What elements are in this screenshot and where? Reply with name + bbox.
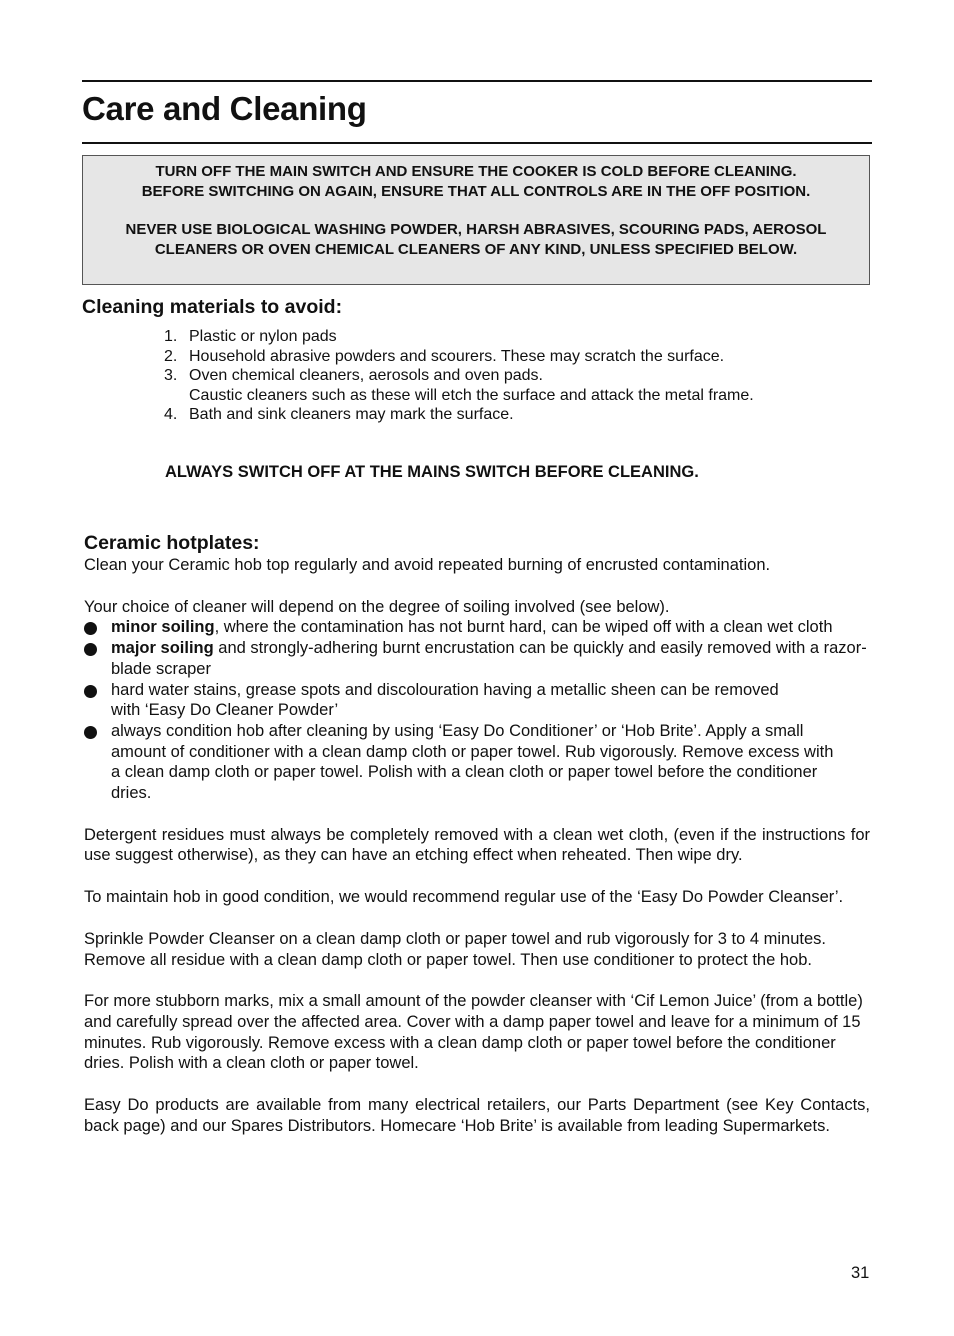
list-item: [164, 347, 754, 367]
sprinkle-paragraph: Sprinkle Powder Cleanser on a clean damp cloth or paper towel and rub vigorously for 3 to 4 minutes. Remove all residue with a clean damp cloth or paper towel. Then use conditioner to protect the hob.: [84, 929, 826, 969]
list-item: [164, 405, 754, 425]
warning-line-2: BEFORE SWITCHING ON AGAIN, ENSURE THAT ALL CONTROLS ARE IN THE OFF POSITION.: [141, 182, 811, 200]
ceramic-intro: Clean your Ceramic hob top regularly and avoid repeated burning of encrusted contamination.: [84, 556, 771, 574]
list-text-extra: Caustic cleaners such as these will etch the surface and attack the metal frame.: [189, 386, 754, 404]
list-text: Plastic or nylon pads: [189, 328, 337, 345]
list-number: 4.: [164, 406, 178, 424]
ceramic-heading: Ceramic hotplates:: [84, 532, 260, 554]
bullet-text: hard water stains, grease spots and discolouration having a metallic sheen can be removed with ‘Easy Do Cleaner Powder’: [111, 680, 779, 720]
products-paragraph: Easy Do products are available from many electrical retailers, our Parts Department (see Key Contacts, back page) and our Spares Distributors. Homecare ‘Hob Brite’ is available from leading Supermarkets.: [84, 1096, 870, 1135]
list-item: [84, 721, 870, 804]
list-number: 2.: [164, 347, 178, 365]
warning-box: [82, 155, 870, 285]
page-title: Care and Cleaning: [82, 90, 367, 127]
bullet-text: always condition hob after cleaning by using ‘Easy Do Conditioner’ or ‘Hob Brite’. Apply a small amount of conditioner with a clean damp cloth or paper towel. Rub vigorously. Remove excess with a clean damp cloth or paper towel. Polish with a clean cloth or paper towel before the conditioner dries.: [111, 721, 834, 803]
avoid-heading: Cleaning materials to avoid:: [82, 296, 343, 318]
list-item: [164, 366, 754, 405]
bullet-text: and strongly-adhering burnt encrustation can be quickly and easily removed with a razor-blade scraper: [111, 639, 867, 678]
list-number: 1.: [164, 328, 178, 345]
warning-line-1: TURN OFF THE MAIN SWITCH AND ENSURE THE COOKER IS COLD BEFORE CLEANING.: [155, 163, 797, 180]
bullet-bold: minor soiling: [111, 618, 215, 637]
warning-line-3: NEVER USE BIOLOGICAL WASHING POWDER, HARSH ABRASIVES, SCOURING PADS, AEROSOL CLEANERS OR OVEN CHEMICAL CLEANERS OF ANY KIND, UNLESS SPECIFIED BELOW.: [125, 221, 827, 258]
ceramic-body: [84, 555, 870, 1136]
list-item: [84, 680, 870, 721]
page-number: 31: [851, 1264, 870, 1282]
bullet-icon: [84, 685, 97, 698]
list-number: 3.: [164, 367, 178, 385]
bullet-icon: [84, 726, 97, 739]
bullet-bold: major soiling: [111, 639, 214, 658]
top-rule: [82, 80, 872, 82]
stubborn-paragraph: For more stubborn marks, mix a small amount of the powder cleanser with ‘Cif Lemon Juice’ (from a bottle) and carefully spread over the affected area. Cover with a damp paper towel and leave for a minimum of 15 minutes. Rub vigorously. Remove excess with a clean damp cloth or paper towel before the conditioner dries. Polish with a clean cloth or paper towel.: [84, 992, 863, 1073]
list-item: [84, 617, 870, 638]
list-item: [164, 327, 754, 347]
mains-notice: ALWAYS SWITCH OFF AT THE MAINS SWITCH BEFORE CLEANING.: [165, 463, 699, 481]
avoid-list: [164, 327, 754, 425]
bullet-icon: [84, 622, 97, 635]
soiling-list: [84, 617, 870, 803]
detergent-paragraph: Detergent residues must always be completely removed with a clean wet cloth, (even if the instructions for use suggest otherwise), as they can have an etching effect when reheated. Then wipe dry.: [84, 825, 870, 865]
bullet-icon: [84, 643, 97, 656]
ceramic-choice: Your choice of cleaner will depend on the degree of soiling involved (see below).: [84, 597, 670, 616]
title-underline: [82, 142, 872, 144]
maintain-paragraph: To maintain hob in good condition, we would recommend regular use of the ‘Easy Do Powder Cleanser’.: [84, 888, 844, 907]
list-text: Bath and sink cleaners may mark the surface.: [189, 406, 514, 424]
list-text: Household abrasive powders and scourers. These may scratch the surface.: [189, 347, 725, 365]
list-text: Oven chemical cleaners, aerosols and oven pads.: [189, 367, 543, 385]
list-item: [84, 638, 870, 679]
bullet-text: , where the contamination has not burnt hard, can be wiped off with a clean wet cloth: [214, 618, 833, 637]
